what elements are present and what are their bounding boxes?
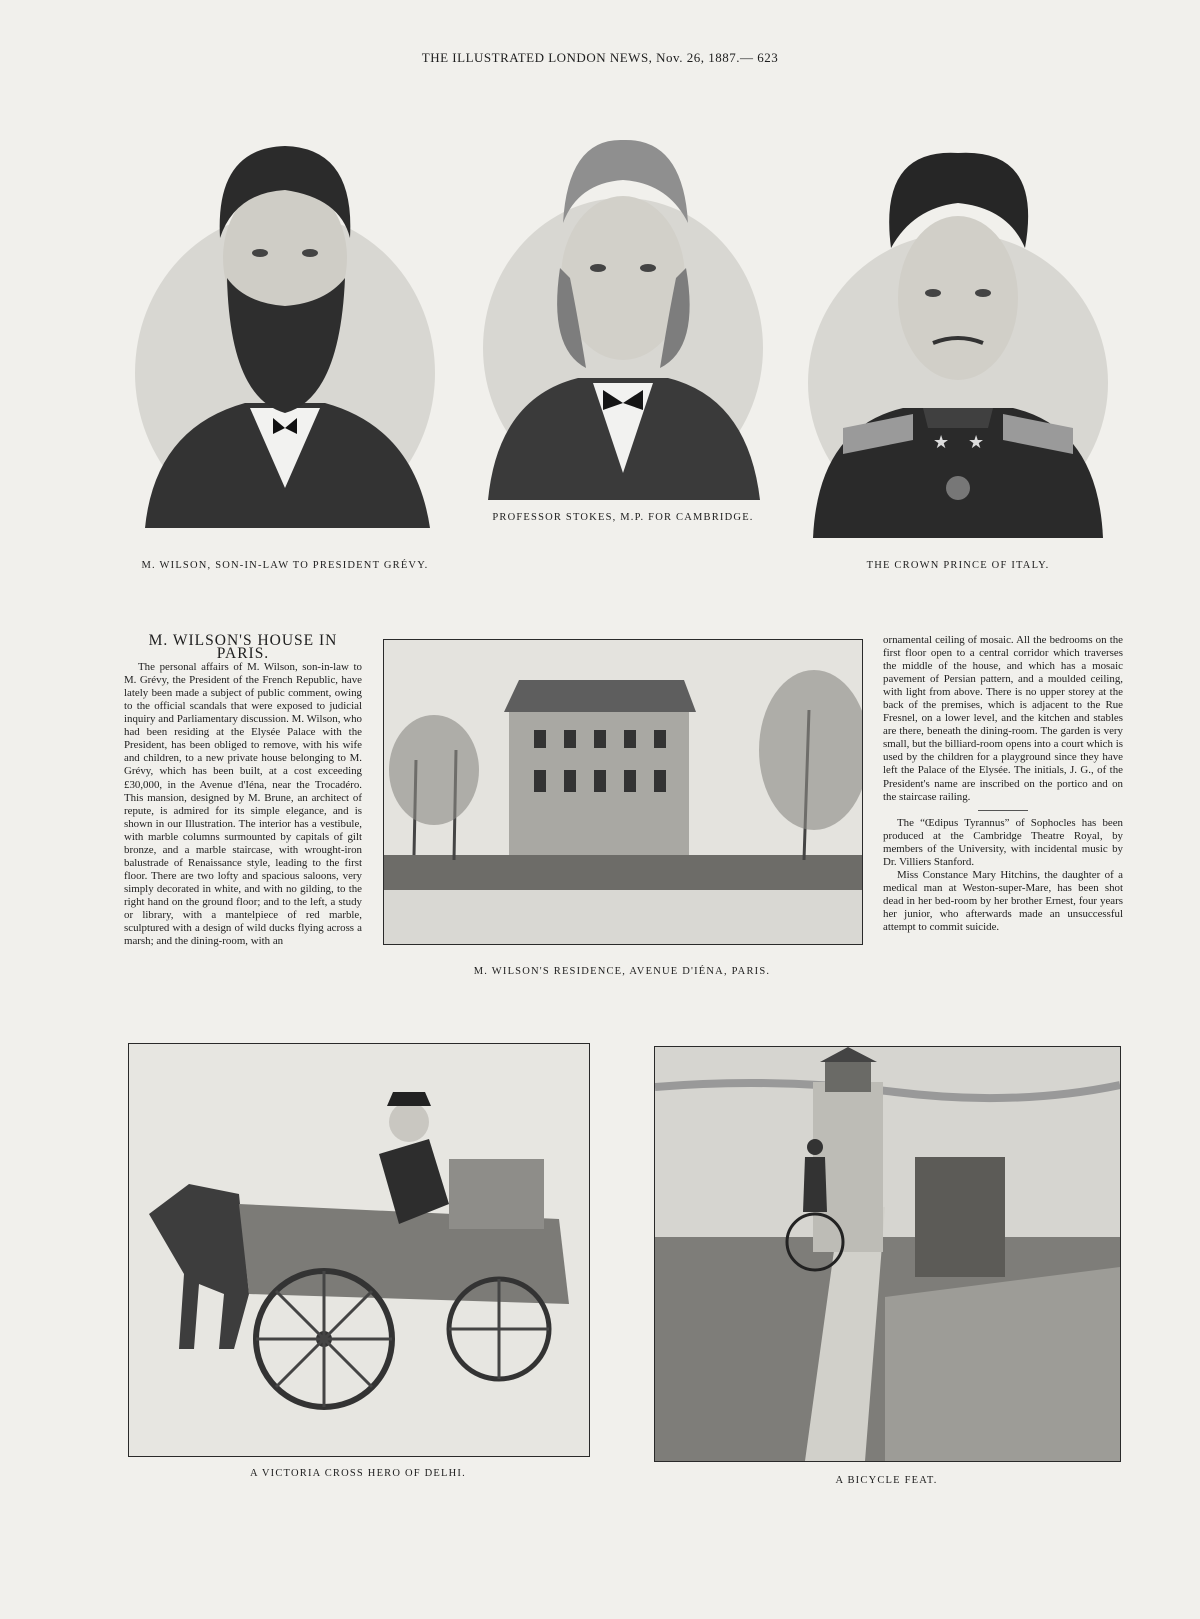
note-oedipus: The “Œdipus Tyrannus” of Sophocles has been produced at the Cambridge Theatre Royal, by members of the University, with incidental music by Dr. Villiers Stanford. bbox=[883, 816, 1123, 868]
cart-illustration bbox=[128, 1043, 590, 1457]
column-rule bbox=[978, 810, 1028, 811]
caption-bicycle: A BICYCLE FEAT. bbox=[835, 1475, 938, 1486]
article-right-text: ornamental ceiling of mosaic. All the bedrooms on the first floor open to a central corridor which traverses the middle of the house, and which has a mosaic pavement of Persian pattern, and a moulded ceiling, with light from above. There is no upper storey at the back of the premises, which is adjacent to the Rue Fresnel, on a lower level, and the kitchen and stables are there, beneath the dining-room. The garden is very small, but the billiard-room opens into a court which is used by the children for a playground since they have left the Palace of the Elysée. The initials, J. G., of the President's name are inscribed on the portico and on the staircase railing. bbox=[883, 634, 1123, 803]
svg-text:★: ★ bbox=[968, 432, 985, 453]
caption-stokes: PROFESSOR STOKES, M.P. FOR CAMBRIDGE. bbox=[492, 512, 754, 523]
svg-text:★: ★ bbox=[933, 432, 950, 453]
caption-residence: M. WILSON'S RESIDENCE, AVENUE D'IÉNA, PARIS. bbox=[473, 966, 771, 977]
portrait-crown-prince bbox=[803, 128, 1113, 538]
article-left-column bbox=[124, 634, 362, 948]
residence-illustration bbox=[383, 639, 863, 945]
portrait-stokes bbox=[478, 128, 768, 500]
article-right-column bbox=[883, 634, 1123, 934]
portrait-wilson bbox=[135, 128, 435, 528]
article-left-text: The personal affairs of M. Wilson, son-in-law to M. Grévy, the President of the French Republic, have lately been made a subject of public comment, owing to the official scandals that were exposed to judicial inquiry and Parliamentary discussion. M. Wilson, who had been residing at the Elysée Palace with the President, has been obliged to remove, with his wife and children, to a new private house belonging to M. Grévy, which has been built, at a cost exceeding £30,000, in the Avenue d'Iéna, near the Trocadéro. This mansion, designed by M. Brune, an architect of repute, is admired for its simple elegance, and is shown in our Illustration. The interior has a vestibule, with marble columns surmounted by capitals of gilt bronze, and a marble staircase, with wrought-iron balustrade of Renaissance style, leading to the first floor. There are two lofty and spacious saloons, very simply decorated in white, and with no gilding, to the right hand on the ground floor; and to the left, a study or library, with a mantelpiece of red marble, sculptured with a design of wild ducks flying across a marsh; and the dining-room, with an bbox=[124, 661, 362, 948]
caption-wilson: M. WILSON, SON-IN-LAW TO PRESIDENT GRÉVY. bbox=[141, 560, 429, 571]
article-headline: M. WILSON'S HOUSE IN PARIS. bbox=[148, 632, 338, 663]
caption-cart: A VICTORIA CROSS HERO OF DELHI. bbox=[250, 1468, 466, 1479]
note-hitchins: Miss Constance Mary Hitchins, the daughter of a medical man at Weston-super-Mare, has been shot dead in her bed-room by her brother Ernest, four years her junior, who afterwards made an unsuccessful attempt to commit suicide. bbox=[883, 868, 1123, 933]
bicycle-illustration bbox=[654, 1046, 1121, 1462]
running-head: THE ILLUSTRATED LONDON NEWS, Nov. 26, 1887.— 623 bbox=[421, 50, 779, 65]
caption-crown-prince: THE CROWN PRINCE OF ITALY. bbox=[866, 560, 1050, 571]
